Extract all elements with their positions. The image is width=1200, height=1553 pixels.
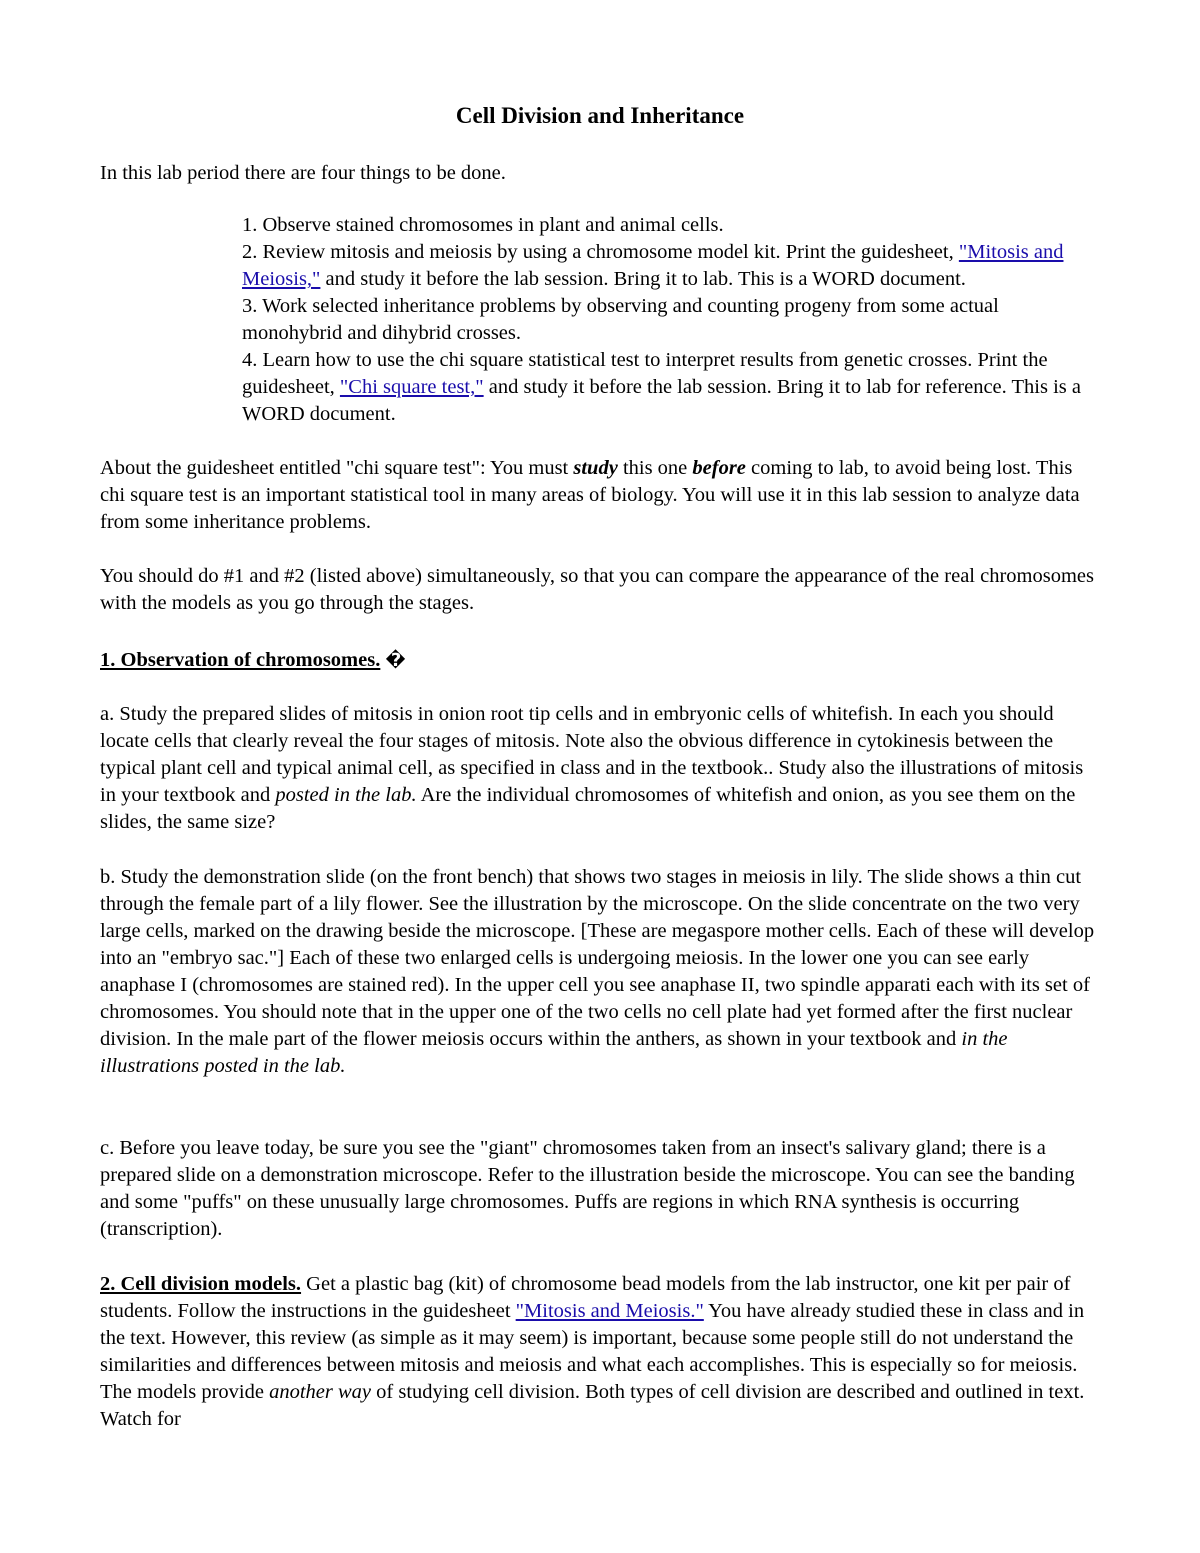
list-item: 3. Work selected inheritance problems by observing and counting progeny from some actual monohybrid and dihybrid crosses. [242,295,999,344]
list-item: 2. Review mitosis and meiosis by using a chromosome model kit. Print the guidesheet, "Mitosis and Meiosis," and study it before the lab session. Bring it to lab. This is a WORD document. [242,241,1064,290]
simultaneous-paragraph: You should do #1 and #2 (listed above) simultaneously, so that you can compare the appearance of the real chromosomes with the models as you go through the stages. [100,565,1094,614]
section2-heading: 2. Cell division models. [100,1273,302,1295]
section1-paragraph-b: b. Study the demonstration slide (on the front bench) that shows two stages in meiosis in lily. The slide shows a thin cut through the female part of a lily flower. See the illustration by the microscope. On the slide concentrate on the two very large cells, marked on the drawing beside the microscope. [These are megaspore mother cells. Each of these will develop into an "embryo sac."] Each of these two enlarged cells is undergoing meiosis. In the lower one you can see early anaphase I (chromosomes are stained red). In the upper cell you see anaphase II, two spindle apparati each with its set of chromosomes. You should note that in the upper one of the two cells no cell plate had yet formed after the first nuclear division. In the male part of the flower meiosis occurs within the anthers, as shown in your textbook and in the illustrations posted in the lab. [100,866,1095,1077]
page-title: Cell Division and Inheritance [455,103,745,128]
intro-paragraph: In this lab period there are four things to be done. [100,162,506,184]
chi-square-link[interactable]: "Chi square test," [339,376,484,398]
task-list [242,212,1102,428]
about-paragraph: About the guidesheet entitled "chi square test": You must study this one before coming to lab, to avoid being lost. This chi square test is an important statistical tool in many areas of biology. You will use it in this lab session to analyze data from some inheritance problems. [100,457,1080,533]
section1-paragraph-c: c. Before you leave today, be sure you see the "giant" chromosomes taken from an insect's salivary gland; there is a prepared slide on a demonstration microscope. Refer to the illustration beside the microscope. You can see the banding and some "puffs" on these unusually large chromosomes. Puffs are regions in which RNA synthesis is occurring (transcription). [100,1137,1075,1240]
section1-paragraph-a: a. Study the prepared slides of mitosis in onion root tip cells and in embryonic cells of whitefish. In each you should locate cells that clearly reveal the four stages of mitosis. Note also the obvious difference in cytokinesis between the typical plant cell and typical animal cell, as specified in class and in the textbook.. Study also the illustrations of mitosis in your textbook and posted in the lab. Are the individual chromosomes of whitefish and onion, as you see them on the slides, the same size? [100,703,1084,833]
list-item: 4. Learn how to use the chi square statistical test to interpret results from genetic crosses. Print the guidesheet, "Chi square test," and study it before the lab session. Bring it to lab for reference. This is a WORD document. [242,349,1082,425]
unknown-glyph-icon: � [385,650,406,671]
list-item: 1. Observe stained chromosomes in plant and animal cells. [242,214,724,236]
mitosis-meiosis-link-2[interactable]: "Mitosis and Meiosis." [515,1300,704,1322]
mitosis-meiosis-link[interactable]: "Mitosis and Meiosis," [242,241,1064,290]
section2-paragraph: 2. Cell division models. Get a plastic bag (kit) of chromosome bead models from the lab instructor, one kit per pair of students. Follow the instructions in the guidesheet "Mitosis and Meiosis." You have already studied these in class and in the text. However, this review (as simple as it may seem) is important, because some people still do not understand the similarities and differences between mitosis and meiosis and what each accomplishes. This is especially so for meiosis. The models provide another way of studying cell division. Both types of cell division are described and outlined in text. Watch for [100,1273,1085,1430]
section1-heading: 1. Observation of chromosomes. � [100,649,406,671]
